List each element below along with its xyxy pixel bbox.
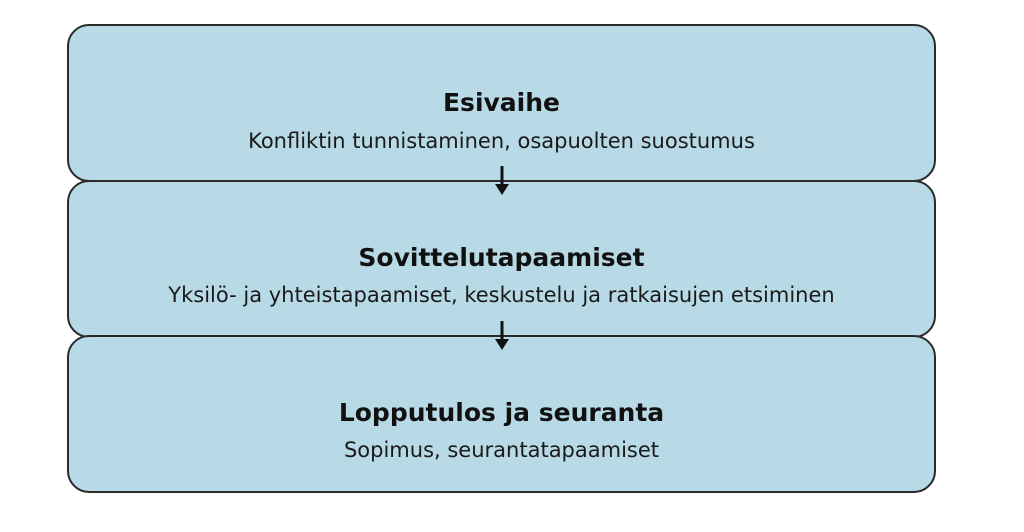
step-description: Konfliktin tunnistaminen, osapuolten suostumus [248, 129, 755, 153]
down-arrow-icon [493, 321, 511, 351]
step-title: Sovittelutapaamiset [358, 243, 645, 272]
step-box-lopputulos [67, 335, 936, 493]
step-title: Lopputulos ja seuranta [338, 398, 665, 427]
step-description: Yksilö- ja yhteistapaamiset, keskustelu ja ratkaisujen etsiminen [168, 283, 835, 307]
down-arrow-icon [493, 166, 511, 196]
step-box-sovittelutapaamiset [67, 180, 936, 338]
step-description: Sopimus, seurantatapaamiset [343, 438, 660, 462]
step-title: Esivaihe [442, 88, 561, 117]
step-box-esivaihe [67, 24, 936, 182]
